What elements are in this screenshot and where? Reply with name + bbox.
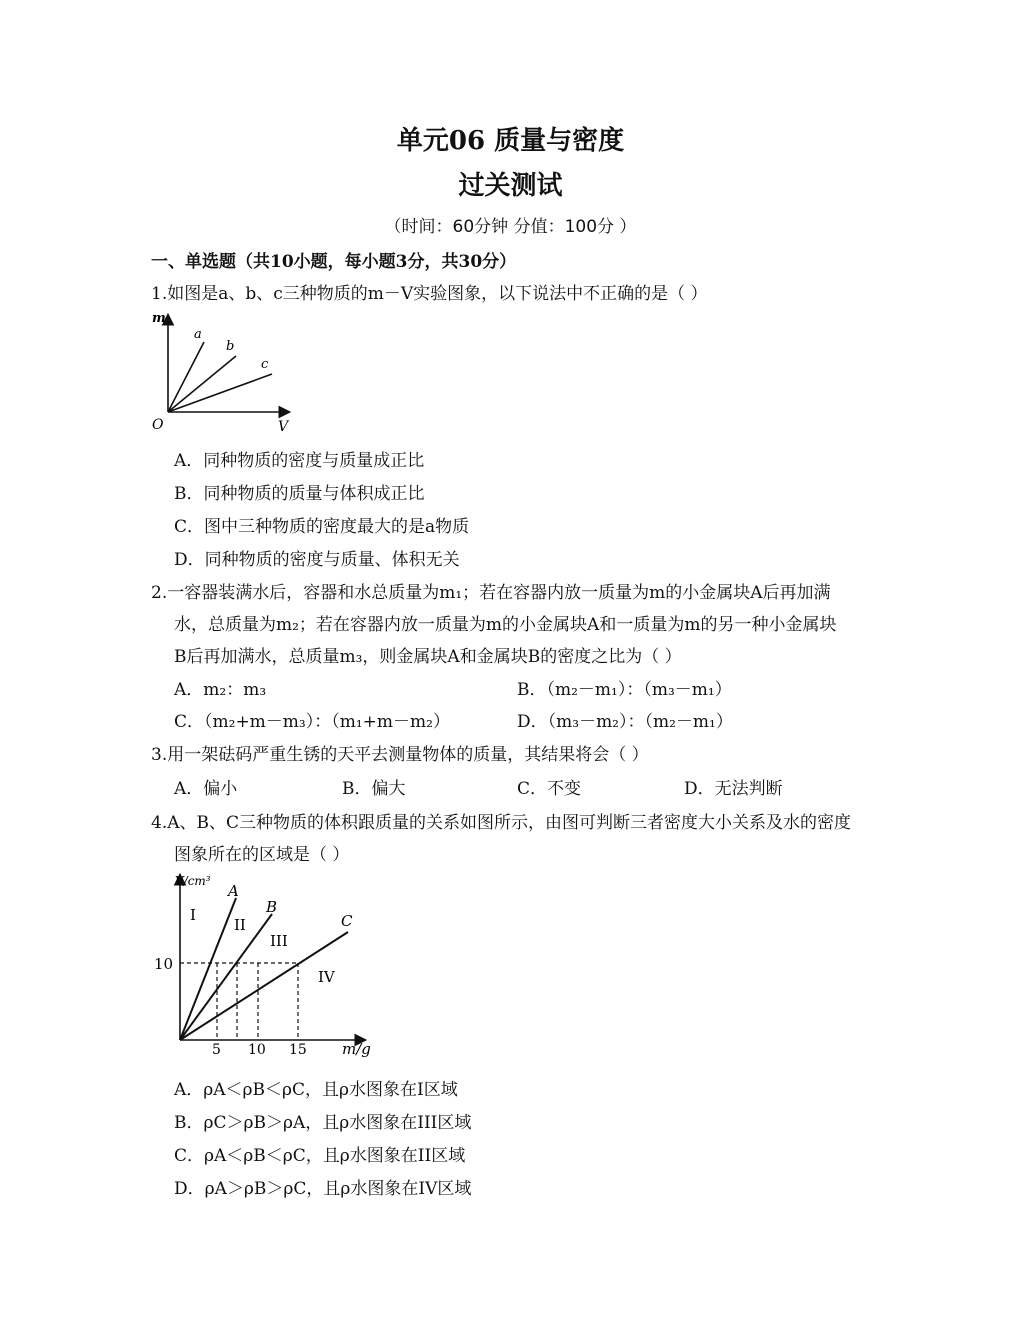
q4-option-c[interactable]: C．ρA＜ρB＜ρC，且ρ水图象在II区域 [174, 1146, 466, 1166]
q4-x-label: m/g [342, 1040, 371, 1058]
q1-mv-graph [148, 308, 298, 436]
line-b [168, 356, 236, 412]
line-C [180, 932, 348, 1040]
q4-y-tick-10: 10 [154, 955, 174, 973]
q4-region-I: I [190, 906, 196, 924]
q2-option-b[interactable]: B．（m₂－m₁）：（m₃－m₁） [517, 680, 732, 700]
q2-stem-line-3: B后再加满水，总质量m₃，则金属块A和金属块B的密度之比为（ ） [174, 647, 682, 667]
q4-x-tick-5: 5 [212, 1042, 221, 1058]
q3-option-b[interactable]: B．偏大 [342, 779, 406, 799]
q4-x-tick-15: 15 [289, 1042, 307, 1058]
q4-stem-line-2: 图象所在的区域是（ ） [174, 845, 350, 865]
q2-stem-line-1: 2.一容器装满水后，容器和水总质量为m₁；若在容器内放一质量为m的小金属块A后再加满 [151, 583, 831, 603]
q4-region-IV: IV [318, 968, 335, 986]
q1-stem: 1.如图是a、b、c三种物质的m－V实验图象，以下说法中不正确的是（ ） [151, 284, 708, 304]
q4-region-III: III [270, 932, 288, 950]
q2-stem-line-2: 水，总质量为m₂；若在容器内放一质量为m的小金属块A和一质量为m的另一种小金属块 [174, 615, 837, 635]
q4-line-B-label: B [266, 898, 278, 916]
q3-option-c[interactable]: C．不变 [517, 779, 582, 799]
q2-option-d[interactable]: D．（m₃－m₂）：（m₂－m₁） [517, 712, 733, 732]
q1-y-label: m [152, 311, 166, 326]
q3-option-a[interactable]: A．偏小 [174, 779, 238, 799]
q1-x-label: V [278, 419, 289, 435]
q2-option-a[interactable]: A．m₂：m₃ [174, 680, 267, 700]
q4-line-C-label: C [341, 912, 353, 930]
q1-line-c-label: c [261, 357, 269, 372]
q4-x-tick-10: 10 [248, 1042, 266, 1058]
q4-vm-graph [148, 868, 388, 1063]
q2-option-c[interactable]: C．（m₂+m－m₃）：（m₁+m－m₂） [174, 712, 450, 732]
q1-option-c[interactable]: C．图中三种物质的密度最大的是a物质 [174, 517, 470, 537]
page-subtitle: 过关测试 [458, 171, 563, 201]
q4-option-a[interactable]: A．ρA＜ρB＜ρC，且ρ水图象在I区域 [174, 1080, 458, 1100]
exam-info: （时间：60分钟 分值：100分 ） [384, 217, 637, 237]
q4-option-d[interactable]: D．ρA＞ρB＞ρC，且ρ水图象在IV区域 [174, 1179, 472, 1199]
q4-line-A-label: A [228, 882, 239, 900]
q4-option-b[interactable]: B．ρC＞ρB＞ρA，且ρ水图象在III区域 [174, 1113, 472, 1133]
q4-region-II: II [234, 916, 246, 934]
section-heading: 一、单选题（共10小题，每小题3分，共30分） [151, 252, 517, 272]
q4-stem-line-1: 4.A、B、C三种物质的体积跟质量的关系如图所示，由图可判断三者密度大小关系及水的密度 [151, 813, 851, 833]
q1-option-d[interactable]: D．同种物质的密度与质量、体积无关 [174, 550, 460, 570]
q3-stem: 3.用一架砝码严重生锈的天平去测量物体的质量，其结果将会（ ） [151, 745, 649, 765]
q1-option-a[interactable]: A．同种物质的密度与质量成正比 [174, 451, 425, 471]
q4-y-label: V/cm³ [175, 874, 211, 888]
page-title: 单元06 质量与密度 [396, 126, 625, 156]
q1-option-b[interactable]: B．同种物质的质量与体积成正比 [174, 484, 425, 504]
q1-origin-label: O [152, 417, 164, 433]
line-c [168, 374, 272, 412]
q1-line-b-label: b [226, 339, 235, 354]
line-A [180, 898, 236, 1040]
q3-option-d[interactable]: D．无法判断 [684, 779, 783, 799]
q1-line-a-label: a [194, 327, 202, 342]
